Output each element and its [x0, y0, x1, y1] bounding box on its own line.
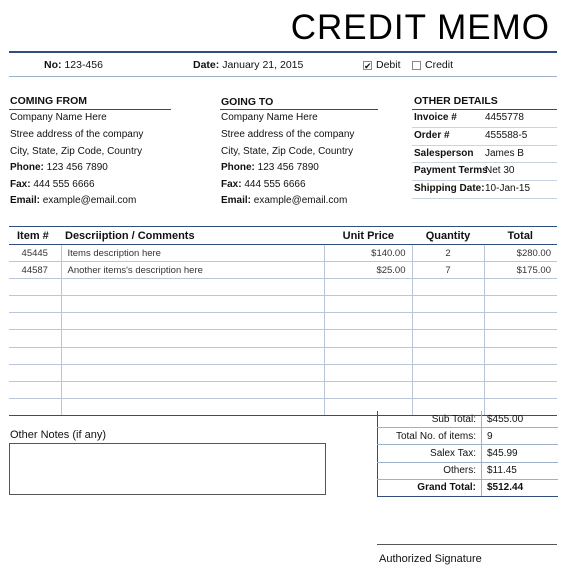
totals-value: $11.45 [482, 462, 558, 479]
table-cell [412, 381, 484, 398]
table-cell [324, 330, 412, 347]
table-row [9, 245, 557, 262]
table-cell [484, 381, 557, 398]
table-cell [412, 330, 484, 347]
going-to-phone: Phone: 123 456 7890 [221, 162, 319, 173]
table-cell [9, 347, 61, 364]
totals-value: $45.99 [482, 445, 558, 462]
memo-number-value: 123-456 [64, 59, 103, 71]
totals-table [377, 411, 558, 497]
memo-date-value: January 21, 2015 [222, 59, 304, 71]
going-to-email: Email: example@email.com [221, 195, 348, 206]
table-header-row [9, 227, 557, 245]
table-cell [9, 364, 61, 381]
table-cell [61, 398, 324, 415]
col-total: Total [484, 227, 557, 245]
table-cell [412, 347, 484, 364]
table-cell [9, 296, 61, 313]
table-row [9, 330, 557, 347]
table-cell [9, 398, 61, 415]
table-cell: 7 [412, 262, 484, 279]
table-cell [412, 364, 484, 381]
notes-label: Other Notes (if any) [10, 429, 106, 441]
table-cell [412, 279, 484, 296]
other-details-heading: OTHER DETAILS [414, 95, 498, 107]
totals-row [378, 411, 558, 428]
totals-value: $512.44 [482, 479, 558, 496]
totals-row [378, 428, 558, 445]
table-cell [324, 279, 412, 296]
other-details-list [412, 110, 557, 199]
totals-label: Others: [378, 462, 482, 479]
totals-label: Sub Total: [378, 411, 482, 428]
going-to-street: Stree address of the company [221, 129, 355, 140]
col-item-number: Item # [9, 227, 61, 245]
totals-label: Grand Total: [378, 479, 482, 496]
header-rule [9, 76, 557, 77]
coming-from-email: Email: example@email.com [10, 195, 137, 206]
totals-row [378, 462, 558, 479]
table-row [9, 347, 557, 364]
table-cell: $140.00 [324, 245, 412, 262]
items-table [9, 227, 557, 416]
table-cell [9, 279, 61, 296]
credit-checkbox[interactable] [412, 61, 421, 70]
going-to-fax: Fax: 444 555 6666 [221, 179, 306, 190]
table-cell: 2 [412, 245, 484, 262]
table-row [9, 381, 557, 398]
coming-from-rule [9, 109, 171, 110]
going-to-heading: GOING TO [221, 96, 274, 108]
table-cell [324, 347, 412, 364]
table-cell [324, 296, 412, 313]
table-cell [484, 296, 557, 313]
table-cell [324, 313, 412, 330]
table-cell [61, 330, 324, 347]
detail-row-invoice: Invoice # 4455778 [412, 110, 557, 128]
detail-row-payment-terms: Payment Terms Net 30 [412, 163, 557, 181]
signature-line [377, 544, 557, 545]
table-cell [324, 364, 412, 381]
table-row [9, 279, 557, 296]
col-description: Descriiption / Comments [61, 227, 324, 245]
coming-from-city: City, State, Zip Code, Country [10, 146, 143, 157]
title-rule [9, 51, 557, 53]
table-cell [61, 279, 324, 296]
table-cell: $280.00 [484, 245, 557, 262]
detail-row-order: Order # 455588-5 [412, 128, 557, 146]
table-cell: Items description here [61, 245, 324, 262]
table-cell [61, 313, 324, 330]
detail-row-salesperson: Salesperson James B [412, 146, 557, 164]
detail-row-shipping-date: Shipping Date: 10-Jan-15 [412, 181, 557, 199]
document-title: CREDIT MEMO [290, 8, 550, 47]
table-cell [412, 296, 484, 313]
totals-value: 9 [482, 428, 558, 445]
table-cell [484, 279, 557, 296]
table-row [9, 313, 557, 330]
table-cell: $175.00 [484, 262, 557, 279]
col-unit-price: Unit Price [324, 227, 412, 245]
table-cell [324, 381, 412, 398]
debit-option[interactable]: ✔ Debit [364, 59, 401, 71]
table-cell: Another items's description here [61, 262, 324, 279]
table-cell [61, 381, 324, 398]
table-cell [61, 364, 324, 381]
table-cell [9, 381, 61, 398]
table-cell [412, 313, 484, 330]
coming-from-fax: Fax: 444 555 6666 [10, 179, 95, 190]
totals-label: Total No. of items: [378, 428, 482, 445]
table-cell [61, 347, 324, 364]
going-to-company: Company Name Here [221, 112, 318, 123]
memo-number: No: 123-456 [44, 59, 103, 71]
going-to-rule [220, 109, 378, 110]
coming-from-street: Stree address of the company [10, 129, 144, 140]
col-quantity: Quantity [412, 227, 484, 245]
table-cell [484, 364, 557, 381]
coming-from-phone: Phone: 123 456 7890 [10, 162, 108, 173]
table-cell: $25.00 [324, 262, 412, 279]
signature-label: Authorized Signature [379, 553, 482, 565]
totals-row [378, 445, 558, 462]
table-cell [484, 313, 557, 330]
table-row [9, 364, 557, 381]
table-row [9, 296, 557, 313]
totals-value: $455.00 [482, 411, 558, 428]
debit-checkbox[interactable]: ✔ [364, 60, 372, 71]
totals-row [378, 479, 558, 496]
going-to-city: City, State, Zip Code, Country [221, 146, 354, 157]
table-row [9, 262, 557, 279]
credit-option[interactable]: Credit [412, 59, 453, 71]
table-cell: 45445 [9, 245, 61, 262]
notes-box[interactable] [9, 443, 326, 495]
table-cell [61, 296, 324, 313]
totals-label: Salex Tax: [378, 445, 482, 462]
table-cell [484, 347, 557, 364]
table-cell [9, 330, 61, 347]
memo-date: Date: January 21, 2015 [193, 59, 304, 71]
table-cell: 44587 [9, 262, 61, 279]
table-cell [9, 313, 61, 330]
coming-from-heading: COMING FROM [10, 95, 87, 107]
coming-from-company: Company Name Here [10, 112, 107, 123]
table-cell [484, 330, 557, 347]
